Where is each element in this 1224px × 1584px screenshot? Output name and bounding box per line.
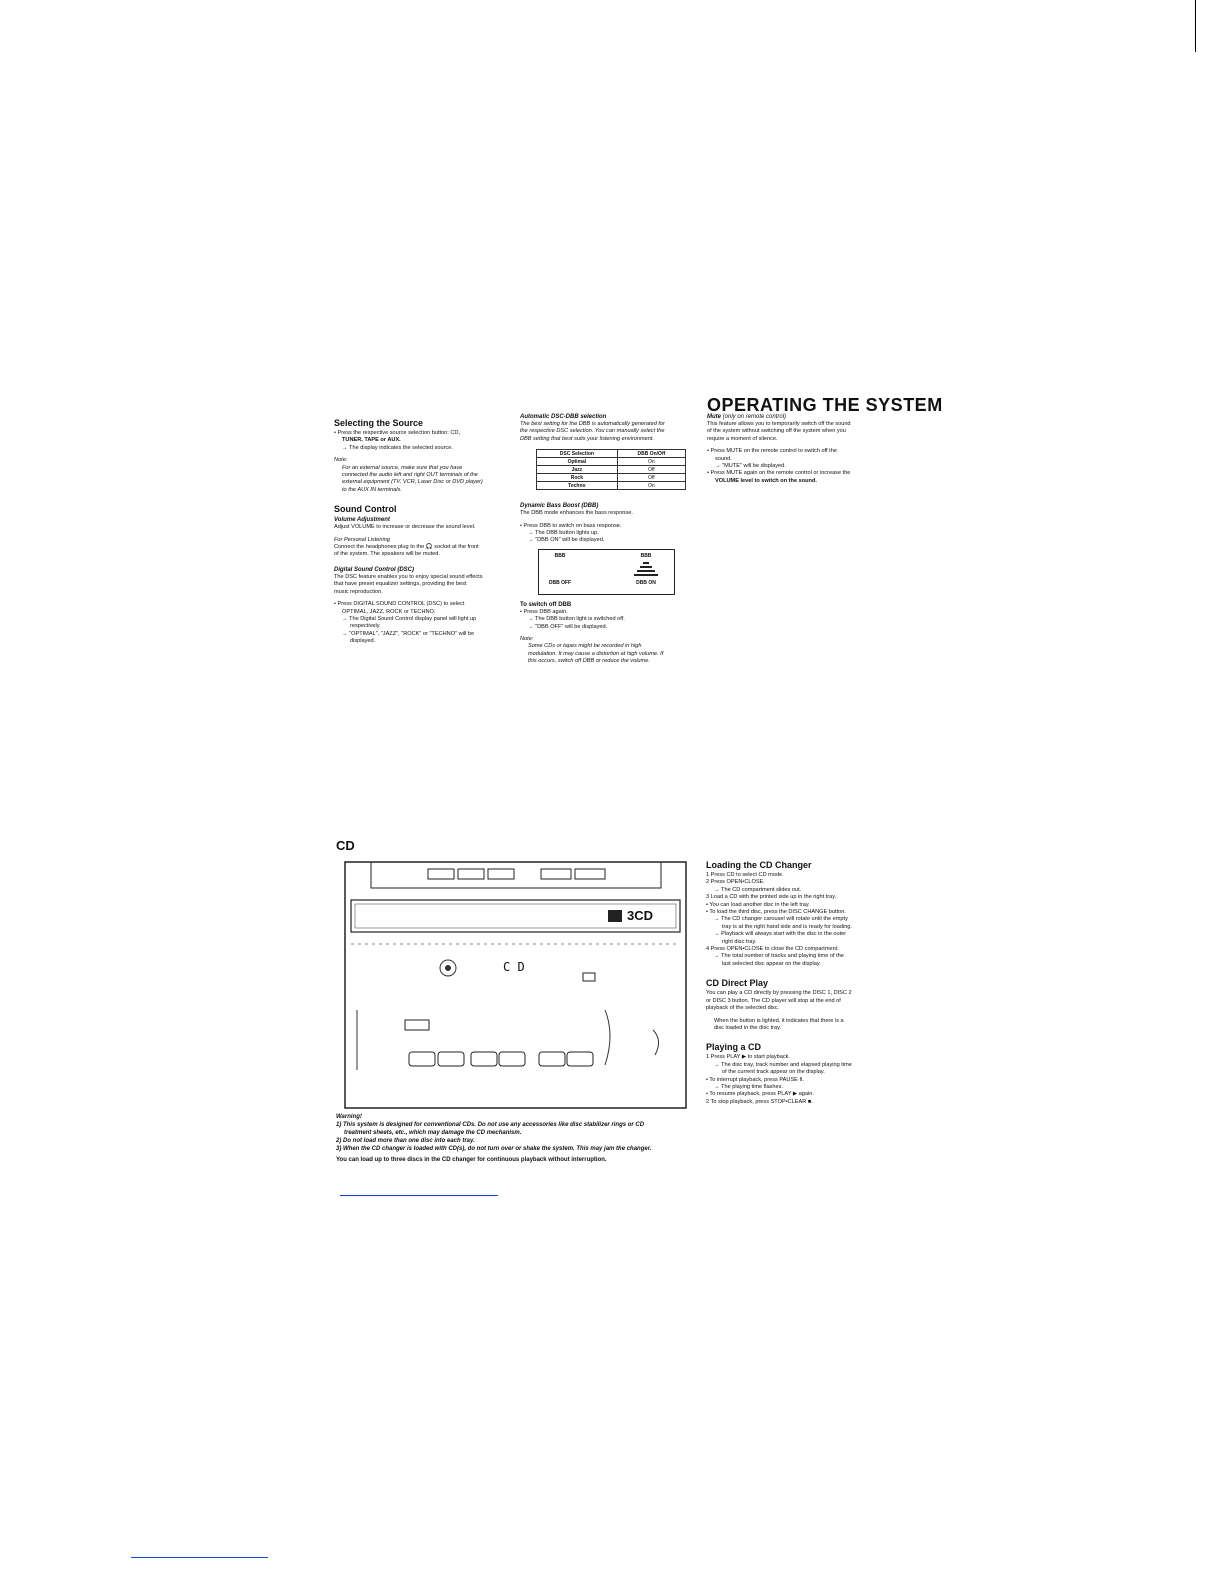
heading-switch-off-dbb: To switch off DBB — [520, 601, 572, 608]
switch-off-step: → The DBB button light is switched off. — [528, 616, 625, 623]
mute-step: sound. — [715, 455, 732, 462]
mute-line: require a moment of silence. — [707, 435, 778, 442]
dbb-display-box — [538, 549, 675, 595]
direct-note: disc loaded in the disc tray. — [714, 1024, 782, 1031]
mute-label: Mute — [707, 414, 721, 420]
note-line: to the AUX IN terminals. — [342, 486, 402, 493]
personal-line: Connect the headphones plug to the 🎧 socket at the front — [334, 544, 479, 551]
dsc-dbb-table — [536, 449, 686, 490]
note-line: For an external source, make sure that you have — [342, 464, 463, 471]
subheading-dsc: Digital Sound Control (DSC) — [334, 566, 414, 573]
table-cell: On — [617, 458, 685, 466]
loading-step: • You can load another disc in the left tray. — [706, 901, 810, 908]
playing-step: • To resume playback, press PLAY ▶ again. — [706, 1091, 814, 1098]
heading-loading-cd-changer: Loading the CD Changer — [706, 860, 812, 870]
dbb-step: → "DBB ON" will be displayed. — [528, 537, 605, 544]
column-source-sound — [334, 418, 504, 646]
mute-step: → "MUTE" will be displayed. — [715, 463, 786, 470]
warning-line: treatment sheets, etc., which may damage the CD mechanism. — [344, 1130, 522, 1136]
mute-step: • Press MUTE on the remote control to switch off the — [707, 448, 837, 455]
link-underline[interactable] — [340, 1195, 498, 1196]
loading-step: 4 Press OPEN•CLOSE to close the CD compartment. — [706, 946, 839, 953]
loading-step: 1 Press CD to select CD mode. — [706, 872, 784, 878]
note-line: external equipment (TV, VCR, Laser Disc or DVD player) — [342, 479, 483, 486]
playing-step: 2 To stop playback, press STOP•CLEAR ■. — [706, 1098, 813, 1105]
switch-off-step: • Press DBB again. — [520, 608, 568, 615]
source-line: → The display indicates the selected source. — [342, 444, 453, 451]
heading-sound-control: Sound Control — [334, 504, 397, 515]
dsc-step: respectively. — [350, 623, 381, 630]
margin-rule — [1195, 0, 1196, 52]
loading-step: 2 Press OPEN•CLOSE. — [706, 879, 765, 886]
dbb-step: → The DBB button lights up. — [528, 530, 599, 537]
dbb-on-label: DBB ON — [636, 579, 656, 586]
section-title-operating: OPERATING THE SYSTEM — [707, 395, 943, 415]
warning-line: 2) Do not load more than one disc into each tray. — [336, 1138, 475, 1144]
cd-instructions-column — [706, 860, 888, 1106]
mute-step: • Press MUTE again on the remote control or increase the — [707, 470, 851, 477]
subheading-volume: Volume Adjustment — [334, 517, 390, 524]
bass-bars-icon — [631, 561, 661, 579]
dsc-step: → The Digital Sound Control display panel will light up — [342, 615, 477, 622]
mute-step: VOLUME level to switch on the sound. — [715, 477, 817, 484]
device-display-text: C D — [503, 960, 525, 974]
table-cell: Off — [617, 474, 685, 482]
warning-label: Warning! — [336, 1114, 362, 1120]
volume-line: Adjust VOLUME to increase or decrease the sound level. — [334, 524, 476, 531]
table-cell: Off — [617, 466, 685, 474]
playing-step: 1 Press PLAY ▶ to start playback. — [706, 1054, 790, 1061]
source-line: TUNER, TAPE or AUX. — [342, 437, 401, 444]
table-cell: Rock — [537, 474, 618, 482]
dbb-step: • Press DBB to switch on bass response. — [520, 522, 622, 529]
subheading-auto-dsc-dbb: Automatic DSC-DBB selection — [520, 414, 607, 420]
link-underline[interactable] — [131, 1557, 268, 1558]
switch-off-step: → "DBB OFF" will be displayed. — [528, 623, 608, 630]
loading-step: tray is at the right hand side and is ready for loading. — [722, 923, 852, 930]
load-note: You can load up to three discs in the CD changer for continuous playback without interruption. — [336, 1157, 607, 1163]
mute-line: of the system without switching off the system when you — [707, 428, 846, 435]
playing-step: of the current track appear on the display. — [722, 1069, 825, 1076]
dsc-step: → "OPTIMAL", "JAZZ", "ROCK" or "TECHNO" will be — [342, 630, 475, 637]
note-line: connected the audio left and right OUT terminals of the — [342, 472, 478, 479]
table-row — [537, 466, 686, 474]
note-line: Some CDs or tapes might be recorded in high — [528, 643, 642, 650]
dbb-box-label: BBB — [554, 552, 566, 559]
three-cd-badge: 3CD — [627, 908, 654, 923]
auto-line: the respective DSC selection. You can manually select the — [520, 428, 665, 435]
playing-step: • To interrupt playback, press PAUSE II. — [706, 1076, 805, 1083]
direct-line: You can play a CD directly by pressing the DISC 1, DISC 2 — [706, 990, 852, 997]
playing-step: → The disc tray, track number and elapsed playing time — [714, 1061, 852, 1068]
table-cell: Optimal — [537, 458, 618, 466]
dsc-step: OPTIMAL, JAZZ, ROCK or TECHNO. — [342, 608, 436, 615]
warning-line: 3) When the CD changer is loaded with CD(s), do not turn over or shake the system. This may jam the changer. — [336, 1146, 652, 1152]
table-cell: Techno — [537, 482, 618, 490]
source-line: • Press the respective source selection button: CD, — [334, 430, 461, 436]
note-line: this occurs, switch off DBB or reduce the volume. — [528, 658, 650, 665]
direct-line: or DISC 3 button. The CD player will stop at the end of — [706, 997, 841, 1004]
note-line: modulation. It may cause a distortion at high volume. If — [528, 650, 664, 657]
loading-step: • To load the third disc, press the DISC CHANGE button. — [706, 909, 846, 916]
heading-selecting-source: Selecting the Source — [334, 418, 424, 428]
heading-playing-cd: Playing a CD — [706, 1042, 762, 1053]
table-header: DSC Selection — [537, 450, 618, 458]
table-row — [537, 458, 686, 466]
cd-system-illustration — [343, 860, 688, 1110]
subheading-dbb: Dynamic Bass Boost (DBB) — [520, 503, 599, 510]
table-header: DBB On/Off — [617, 450, 685, 458]
dsc-line: music reproduction. — [334, 588, 383, 595]
auto-line: The best setting for the DBB is automatically generated for — [520, 421, 665, 427]
table-cell: Jazz — [537, 466, 618, 474]
table-row — [537, 482, 686, 490]
table-cell: On — [617, 482, 685, 490]
loading-step: → The CD changer carousel will rotate until the empty — [714, 916, 848, 923]
note-label: Note: — [334, 457, 348, 464]
loading-step: → The CD compartment slides out. — [714, 886, 802, 893]
mute-line: This feature allows you to temporarily switch off the sound — [707, 421, 851, 427]
column-dbb — [520, 414, 692, 666]
dsc-step: displayed. — [350, 638, 376, 645]
loading-step: → The total number of tracks and playing time of the — [714, 953, 844, 960]
dsc-line: The DSC feature enables you to enjoy special sound effects — [334, 573, 483, 580]
playing-step: → The playing time flashes. — [714, 1083, 783, 1090]
dbb-off-label: DBB OFF — [548, 579, 572, 586]
heading-cd-direct-play: CD Direct Play — [706, 978, 769, 989]
loading-step: → Playback will always start with the disc in the outer — [714, 931, 847, 938]
direct-note: When the button is lighted, it indicates that there is a — [714, 1017, 844, 1024]
loading-step: last selected disc appear on the display. — [722, 960, 821, 967]
loading-step: 3 Load a CD with the printed side up in the right tray. — [706, 894, 837, 901]
dsc-line: that have preset equalizer settings, providing the best — [334, 581, 467, 588]
cd-warnings — [336, 1113, 696, 1164]
dbb-line: The DBB mode enhances the bass response. — [520, 510, 633, 517]
section-title-cd: CD — [336, 838, 355, 853]
loading-step: right disc tray. — [722, 938, 757, 945]
dbb-illustration — [520, 545, 692, 599]
personal-listening-label: For Personal Listening — [334, 536, 390, 543]
column-mute — [707, 414, 887, 485]
note-label: Note: — [520, 636, 534, 643]
auto-line: DBB setting that best suits your listening environment. — [520, 435, 655, 442]
mute-note: (only on remote control) — [722, 414, 787, 420]
dbb-box-label: BBB — [640, 552, 652, 559]
table-row — [537, 474, 686, 482]
personal-line: of the system. The speakers will be muted. — [334, 551, 440, 558]
warning-line: 1) This system is designed for conventional CDs. Do not use any accessories like disc stabilizer rings or CD — [336, 1122, 645, 1128]
subheading-mute — [707, 414, 887, 420]
dsc-step: • Press DIGITAL SOUND CONTROL (DSC) to select — [334, 601, 465, 608]
direct-line: playback of the selected disc. — [706, 1005, 780, 1012]
